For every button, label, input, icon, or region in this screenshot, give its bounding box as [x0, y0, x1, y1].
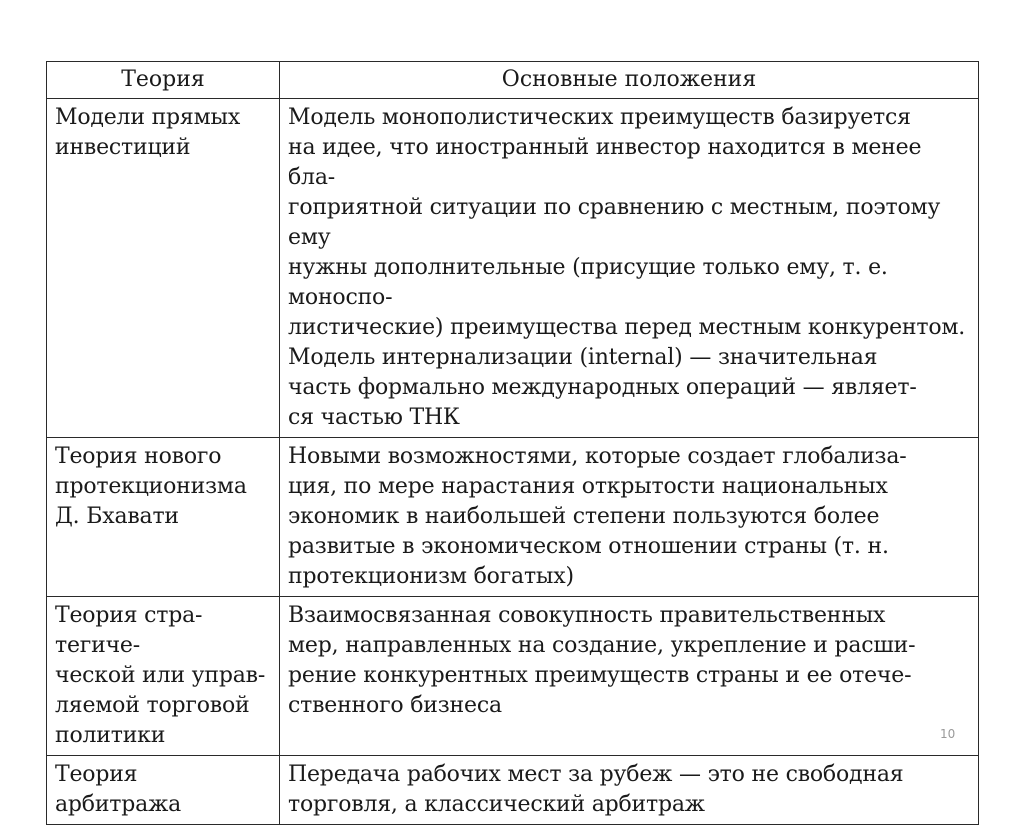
header-theory: Теория [47, 62, 280, 99]
page-number: 10 [940, 727, 956, 741]
table-row [47, 99, 979, 438]
theory-cell: Модели прямых инвестиций [47, 99, 280, 438]
theory-cell: Теория стра-тегиче- ческой или управ- ляемой торговой политики [47, 597, 280, 756]
theories-table [46, 61, 979, 825]
table-row [47, 438, 979, 597]
description-cell: Модель монополистических преимуществ базируется на идее, что иностранный инвестор находится в менее бла- гоприятной ситуации по сравнению с местным, поэтому ему нужны дополнительные (присущие только ему, т. е. моноспо- листические) преимущества перед местным конкурентом. Модель интернализации (internal) — значительная часть формально международных операций — являет- ся частью ТНК [280, 99, 979, 438]
theory-cell: Теория нового протекционизма Д. Бхавати [47, 438, 280, 597]
table-header-row [47, 62, 979, 99]
table-row [47, 756, 979, 825]
description-cell: Новыми возможностями, которые создает глобализа- ция, по мере нарастания открытости национальных экономик в наибольшей степени пользуются более развитые в экономическом отношении страны (т. н. протекционизм богатых) [280, 438, 979, 597]
table-row [47, 597, 979, 756]
description-cell: Передача рабочих мест за рубеж — это не свободная торговля, а классический арбитраж [280, 756, 979, 825]
theory-cell: Теория арбитража [47, 756, 280, 825]
description-cell: Взаимосвязанная совокупность правительственных мер, направленных на создание, укрепление и расши- рение конкурентных преимуществ страны и ее отече- ственного бизнеса [280, 597, 979, 756]
header-main-provisions: Основные положения [280, 62, 979, 99]
